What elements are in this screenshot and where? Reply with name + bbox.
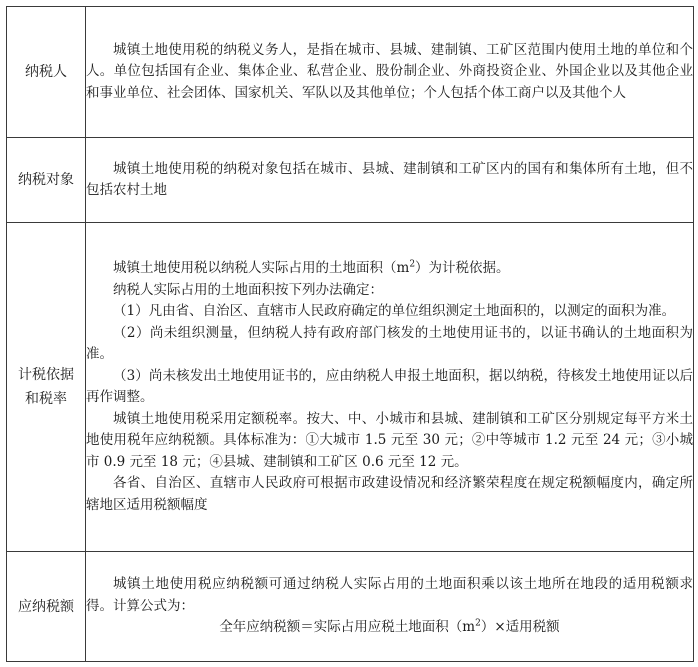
text: ）×适用税额 — [480, 619, 560, 636]
label-line: 计税依据 — [18, 367, 74, 383]
superscript: 2 — [409, 259, 416, 270]
paragraph — [86, 258, 693, 280]
row-content-tax-payable — [86, 552, 694, 662]
row-label-tax-basis — [7, 223, 86, 552]
label-line: 和税率 — [25, 391, 67, 407]
paragraph: 城镇土地使用税应纳税额可通过纳税人实际占用的土地面积乘以该土地所在地段的适用税额求得。计算公式为： — [86, 576, 693, 614]
row-tax-basis — [7, 223, 694, 552]
row-content-taxpayer — [86, 7, 694, 138]
row-taxpayer — [7, 7, 694, 138]
paragraph: 城镇土地使用税的纳税义务人，是指在城市、县城、建制镇、工矿区范围内使用土地的单位和个人。单位包括国有企业、集体企业、私营企业、股份制企业、外商投资企业、外国企业以及其他企业和事业单位、社会团体、国家机关、军队以及其他单位；个人包括个体工商户以及其他个人 — [86, 41, 693, 101]
paragraph: （1）凡由省、自治区、直辖市人民政府确定的单位组织测定土地面积的，以测定的面积为准。 — [113, 303, 676, 319]
row-tax-object — [7, 138, 694, 223]
row-label-tax-object: 纳税对象 — [7, 138, 86, 223]
tax-info-table — [6, 6, 694, 662]
paragraph: 城镇土地使用税采用定额税率。按大、中、小城市和县城、建制镇和工矿区分别规定每平方米土地使用税年应纳税额。具体标准为：①大城市 1.5 元至 30 元；②中等城市 1.2 元至 24 元；③小城市 0.9 元至 18 元；④县城、建制镇和工矿区 0.6 元至 12 元。 — [86, 410, 693, 470]
text: 全年应纳税额＝实际占用应税土地面积（m — [219, 619, 476, 636]
row-label-taxpayer: 纳税人 — [7, 7, 86, 138]
paragraph: 城镇土地使用税的纳税对象包括在城市、县城、建制镇和工矿区内的国有和集体所有土地，但不包括农村土地 — [86, 160, 693, 198]
paragraph: 纳税人实际占用的土地面积按下列办法确定： — [113, 281, 383, 298]
row-content-tax-basis — [86, 223, 694, 552]
row-tax-payable — [7, 552, 694, 662]
paragraph: （2）尚未组织测量，但纳税人持有政府部门核发的土地使用证书的，以证书确认的土地面积为准。 — [86, 324, 693, 362]
paragraph: 各省、自治区、直辖市人民政府可根据市政建设情况和经济繁荣程度在规定税额幅度内，确定所辖地区适用税额幅度 — [86, 475, 693, 513]
text: ）为计税依据。 — [415, 260, 510, 276]
formula — [86, 617, 693, 639]
row-label-tax-payable: 应纳税额 — [7, 552, 86, 662]
superscript: 2 — [475, 618, 481, 629]
paragraph: （3）尚未核发出土地使用证书的，应由纳税人申报土地面积，据以纳税，待核发土地使用证以后再作调整。 — [86, 367, 693, 405]
row-content-tax-object — [86, 138, 694, 223]
text: 城镇土地使用税以纳税人实际占用的土地面积（m — [113, 260, 410, 276]
